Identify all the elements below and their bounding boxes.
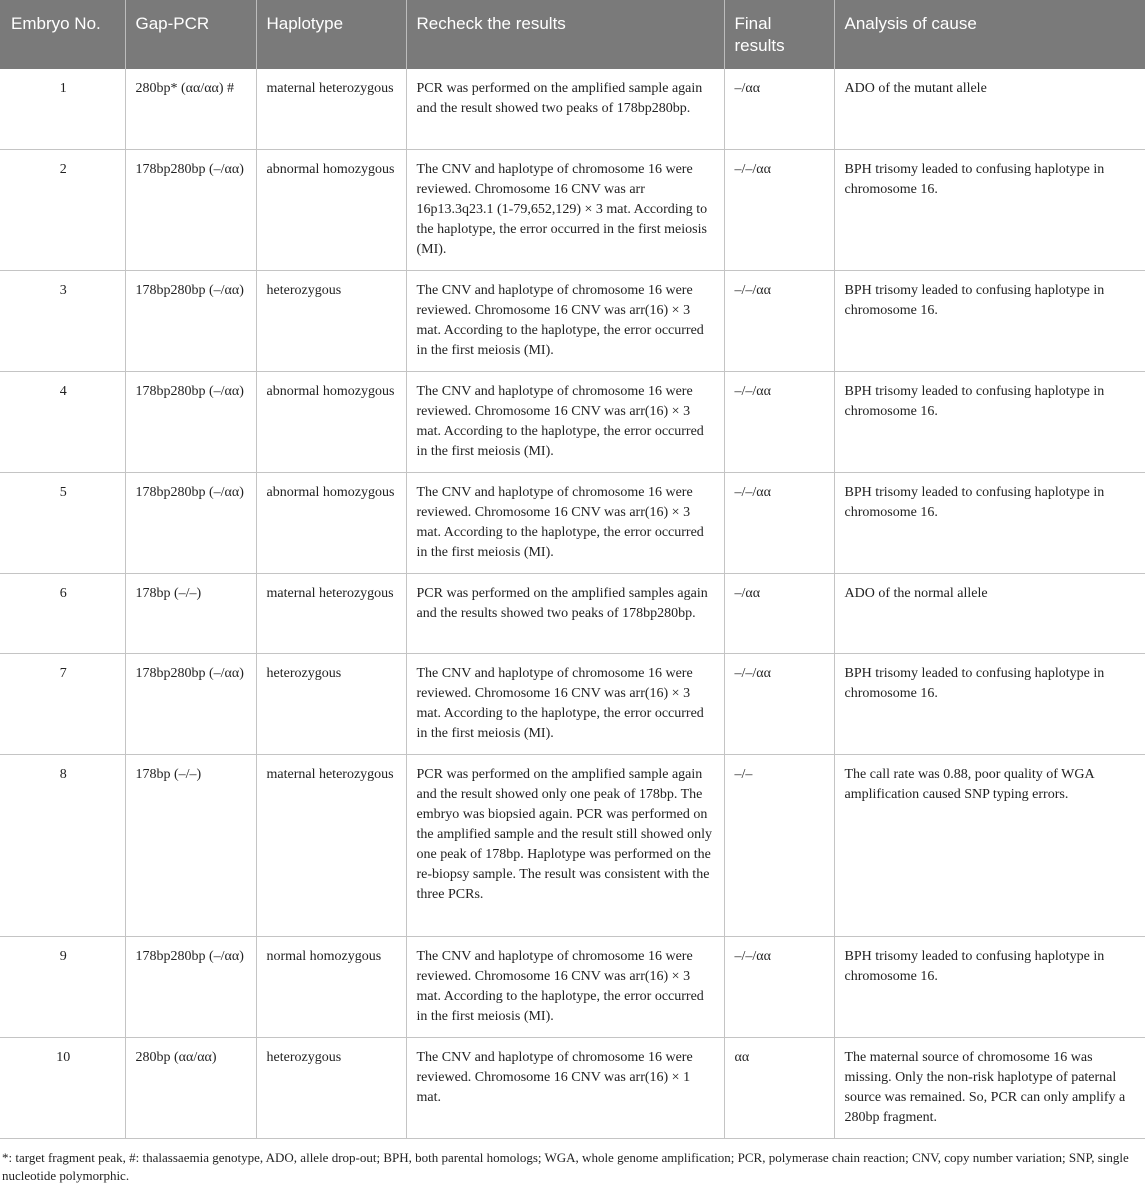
cell-embryo-no: 3 — [0, 270, 125, 371]
cell-analysis-of-cause: BPH trisomy leaded to confusing haplotype in chromosome 16. — [834, 653, 1145, 754]
cell-recheck: The CNV and haplotype of chromosome 16 were reviewed. Chromosome 16 CNV was arr(16) × 3 mat. According to the haplotype, the error occurred in the first meiosis (MI). — [406, 936, 724, 1037]
header-analysis-of-cause: Analysis of cause — [834, 0, 1145, 69]
cell-analysis-of-cause: ADO of the normal allele — [834, 573, 1145, 653]
header-recheck: Recheck the results — [406, 0, 724, 69]
cell-haplotype: heterozygous — [256, 270, 406, 371]
table-row — [0, 936, 1145, 1037]
cell-gap-pcr: 178bp280bp (–/αα) — [125, 936, 256, 1037]
cell-final-results: –/–/αα — [724, 936, 834, 1037]
table-row — [0, 270, 1145, 371]
table-footnote: *: target fragment peak, #: thalassaemia genotype, ADO, allele drop-out; BPH, both parental homologs; WGA, whole genome amplification; PCR, polymerase chain reaction; CNV, copy number variation; SNP, single nucleotide polymorphic. — [2, 1149, 1129, 1183]
cell-recheck: The CNV and haplotype of chromosome 16 were reviewed. Chromosome 16 CNV was arr(16) × 3 mat. According to the haplotype, the error occurred in the first meiosis (MI). — [406, 371, 724, 472]
cell-final-results: –/– — [724, 754, 834, 936]
cell-haplotype: maternal heterozygous — [256, 573, 406, 653]
cell-embryo-no: 8 — [0, 754, 125, 936]
table-body — [0, 69, 1145, 1138]
table-row — [0, 1037, 1145, 1138]
cell-final-results: –/–/αα — [724, 270, 834, 371]
cell-recheck: The CNV and haplotype of chromosome 16 were reviewed. Chromosome 16 CNV was arr 16p13.3q23.1 (1-79,652,129) × 3 mat. According to the haplotype, the error occurred in the first meiosis (MI). — [406, 149, 724, 270]
table-row — [0, 472, 1145, 573]
cell-gap-pcr: 178bp (–/–) — [125, 573, 256, 653]
cell-gap-pcr: 178bp280bp (–/αα) — [125, 653, 256, 754]
cell-haplotype: abnormal homozygous — [256, 472, 406, 573]
cell-recheck: The CNV and haplotype of chromosome 16 were reviewed. Chromosome 16 CNV was arr(16) × 1 mat. — [406, 1037, 724, 1138]
cell-final-results: –/αα — [724, 573, 834, 653]
cell-final-results: –/–/αα — [724, 472, 834, 573]
cell-embryo-no: 6 — [0, 573, 125, 653]
header-row — [0, 0, 1145, 69]
cell-gap-pcr: 178bp (–/–) — [125, 754, 256, 936]
cell-gap-pcr: 178bp280bp (–/αα) — [125, 472, 256, 573]
cell-recheck: PCR was performed on the amplified samples again and the results showed two peaks of 178bp280bp. — [406, 573, 724, 653]
cell-haplotype: maternal heterozygous — [256, 69, 406, 149]
table-row — [0, 371, 1145, 472]
cell-analysis-of-cause: ADO of the mutant allele — [834, 69, 1145, 149]
cell-final-results: –/–/αα — [724, 371, 834, 472]
cell-gap-pcr: 280bp* (αα/αα) # — [125, 69, 256, 149]
cell-recheck: The CNV and haplotype of chromosome 16 were reviewed. Chromosome 16 CNV was arr(16) × 3 mat. According to the haplotype, the error occurred in the first meiosis (MI). — [406, 270, 724, 371]
table-row — [0, 754, 1145, 936]
cell-gap-pcr: 178bp280bp (–/αα) — [125, 371, 256, 472]
cell-haplotype: abnormal homozygous — [256, 149, 406, 270]
cell-embryo-no: 1 — [0, 69, 125, 149]
cell-final-results: αα — [724, 1037, 834, 1138]
cell-gap-pcr: 178bp280bp (–/αα) — [125, 270, 256, 371]
table-row — [0, 653, 1145, 754]
cell-haplotype: heterozygous — [256, 653, 406, 754]
table-row — [0, 149, 1145, 270]
cell-final-results: –/–/αα — [724, 149, 834, 270]
cell-gap-pcr: 178bp280bp (–/αα) — [125, 149, 256, 270]
cell-haplotype: maternal heterozygous — [256, 754, 406, 936]
cell-embryo-no: 9 — [0, 936, 125, 1037]
cell-embryo-no: 10 — [0, 1037, 125, 1138]
cell-embryo-no: 2 — [0, 149, 125, 270]
cell-final-results: –/–/αα — [724, 653, 834, 754]
header-final-results: Final results — [724, 0, 834, 69]
header-embryo-no: Embryo No. — [0, 0, 125, 69]
cell-analysis-of-cause: BPH trisomy leaded to confusing haplotype in chromosome 16. — [834, 472, 1145, 573]
cell-gap-pcr: 280bp (αα/αα) — [125, 1037, 256, 1138]
cell-analysis-of-cause: The maternal source of chromosome 16 was missing. Only the non-risk haplotype of paternal source was remained. So, PCR can only amplify a 280bp fragment. — [834, 1037, 1145, 1138]
table-row — [0, 69, 1145, 149]
cell-final-results: –/αα — [724, 69, 834, 149]
cell-analysis-of-cause: The call rate was 0.88, poor quality of WGA amplification caused SNP typing errors. — [834, 754, 1145, 936]
cell-analysis-of-cause: BPH trisomy leaded to confusing haplotype in chromosome 16. — [834, 149, 1145, 270]
cell-haplotype: abnormal homozygous — [256, 371, 406, 472]
cell-recheck: The CNV and haplotype of chromosome 16 were reviewed. Chromosome 16 CNV was arr(16) × 3 mat. According to the haplotype, the error occurred in the first meiosis (MI). — [406, 472, 724, 573]
cell-analysis-of-cause: BPH trisomy leaded to confusing haplotype in chromosome 16. — [834, 270, 1145, 371]
header-gap-pcr: Gap-PCR — [125, 0, 256, 69]
cell-embryo-no: 7 — [0, 653, 125, 754]
cell-analysis-of-cause: BPH trisomy leaded to confusing haplotype in chromosome 16. — [834, 371, 1145, 472]
cell-haplotype: heterozygous — [256, 1037, 406, 1138]
cell-embryo-no: 5 — [0, 472, 125, 573]
cell-recheck: PCR was performed on the amplified sample again and the result showed two peaks of 178bp280bp. — [406, 69, 724, 149]
cell-recheck: The CNV and haplotype of chromosome 16 were reviewed. Chromosome 16 CNV was arr(16) × 3 mat. According to the haplotype, the error occurred in the first meiosis (MI). — [406, 653, 724, 754]
cell-embryo-no: 4 — [0, 371, 125, 472]
cell-haplotype: normal homozygous — [256, 936, 406, 1037]
table-header — [0, 0, 1145, 69]
cell-analysis-of-cause: BPH trisomy leaded to confusing haplotype in chromosome 16. — [834, 936, 1145, 1037]
header-haplotype: Haplotype — [256, 0, 406, 69]
table-row — [0, 573, 1145, 653]
cell-recheck: PCR was performed on the amplified sample again and the result showed only one peak of 178bp. The embryo was biopsied again. PCR was performed on the amplified sample and the result still showed only one peak of 178bp. Haplotype was performed on the re-biopsy sample. The result was consistent with the three PCRs. — [406, 754, 724, 936]
